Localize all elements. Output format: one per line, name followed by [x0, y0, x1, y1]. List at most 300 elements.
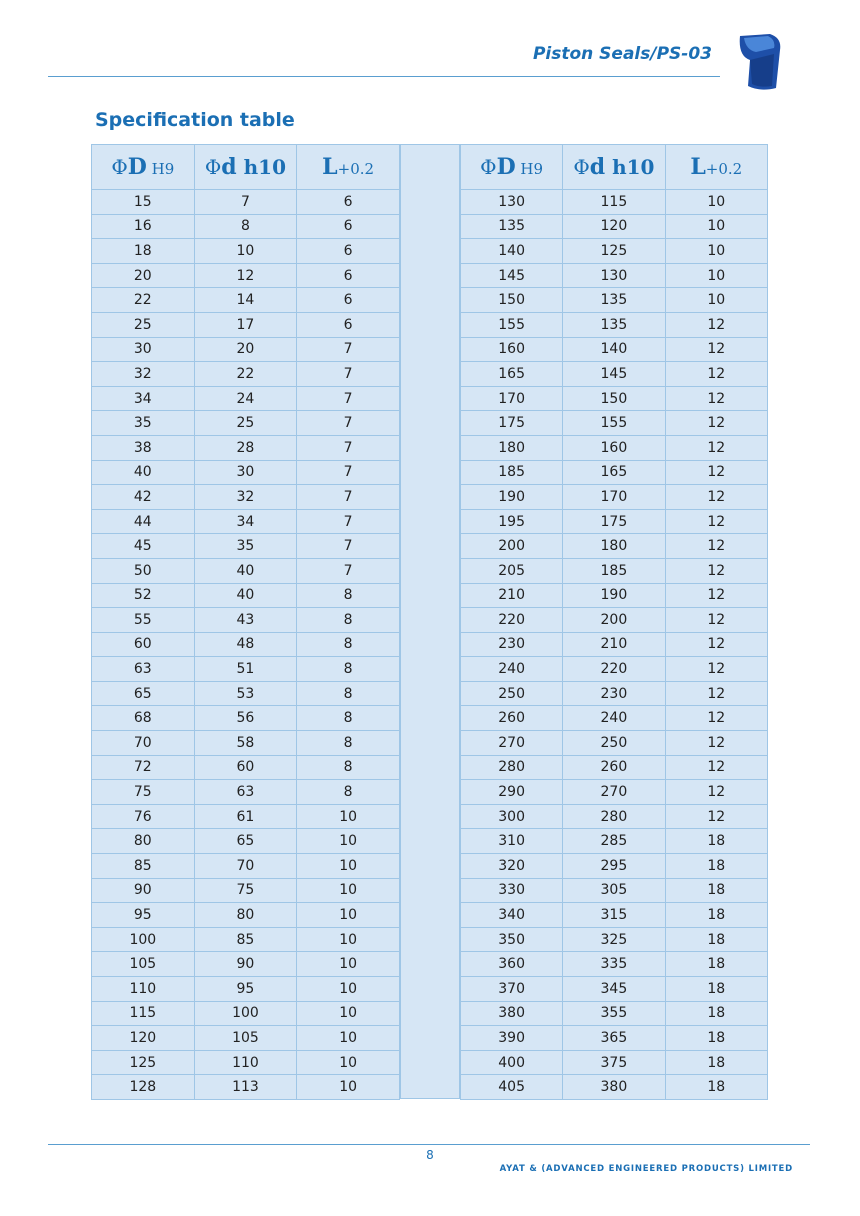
table-cell: 40	[92, 460, 195, 485]
table-cell: 8	[297, 731, 400, 756]
table-cell: 72	[92, 755, 195, 780]
table-cell: 365	[563, 1026, 665, 1051]
table-cell: 95	[92, 903, 195, 928]
table-cell: 12	[665, 804, 767, 829]
table-cell: 10	[297, 1050, 400, 1075]
table-cell: 128	[92, 1075, 195, 1100]
table-cell: 12	[665, 386, 767, 411]
table-row	[92, 1026, 400, 1051]
table-cell: 210	[563, 632, 665, 657]
table-row	[92, 657, 400, 682]
table-row	[461, 1026, 768, 1051]
table-cell: 76	[92, 804, 195, 829]
table-cell: 12	[665, 681, 767, 706]
table-cell: 10	[297, 977, 400, 1002]
table-cell: 45	[92, 534, 195, 559]
table-row	[461, 386, 768, 411]
table-cell: 18	[665, 854, 767, 879]
spec-table-left	[91, 144, 400, 1100]
table-cell: 18	[665, 952, 767, 977]
phi-symbol: Φ	[573, 155, 590, 179]
table-cell: 190	[461, 485, 563, 510]
table-cell: 10	[297, 804, 400, 829]
table-row	[92, 977, 400, 1002]
header-divider	[48, 76, 720, 77]
table-cell: 34	[194, 509, 297, 534]
table-row	[92, 485, 400, 510]
table-cell: 30	[92, 337, 195, 362]
table-cell: 55	[92, 608, 195, 633]
table-cell: 7	[297, 509, 400, 534]
phi-symbol: Φ	[204, 155, 222, 179]
table-cell: 165	[461, 362, 563, 387]
table-cell: 58	[194, 731, 297, 756]
column-header	[297, 145, 400, 190]
table-cell: 60	[194, 755, 297, 780]
table-cell: 52	[92, 583, 195, 608]
table-gap	[400, 144, 460, 1099]
table-cell: 70	[194, 854, 297, 879]
table-cell: 170	[461, 386, 563, 411]
table-cell: 38	[92, 435, 195, 460]
table-cell: 12	[665, 706, 767, 731]
footer-divider	[48, 1144, 810, 1145]
table-row	[92, 1001, 400, 1026]
column-symbol: L	[322, 154, 338, 180]
table-row	[92, 952, 400, 977]
table-cell: 12	[665, 632, 767, 657]
table-cell: 295	[563, 854, 665, 879]
table-row	[461, 878, 768, 903]
table-cell: 8	[297, 657, 400, 682]
column-tolerance: h10	[236, 155, 286, 179]
table-cell: 12	[665, 337, 767, 362]
table-cell: 160	[563, 435, 665, 460]
table-cell: 100	[92, 927, 195, 952]
table-cell: 185	[461, 460, 563, 485]
table-cell: 12	[194, 263, 297, 288]
table-cell: 18	[665, 878, 767, 903]
table-row	[461, 288, 768, 313]
table-cell: 15	[92, 190, 195, 215]
table-cell: 380	[461, 1001, 563, 1026]
table-cell: 360	[461, 952, 563, 977]
table-cell: 10	[194, 239, 297, 264]
table-row	[92, 829, 400, 854]
table-cell: 7	[297, 460, 400, 485]
table-cell: 51	[194, 657, 297, 682]
table-cell: 8	[297, 583, 400, 608]
table-cell: 48	[194, 632, 297, 657]
table-cell: 355	[563, 1001, 665, 1026]
table-cell: 8	[297, 608, 400, 633]
table-cell: 80	[92, 829, 195, 854]
table-cell: 310	[461, 829, 563, 854]
table-cell: 12	[665, 755, 767, 780]
table-row	[92, 854, 400, 879]
table-cell: 63	[194, 780, 297, 805]
table-cell: 8	[297, 755, 400, 780]
table-cell: 40	[194, 583, 297, 608]
column-tolerance: h10	[605, 155, 655, 179]
table-row	[92, 435, 400, 460]
section-title: Specification table	[95, 109, 295, 131]
column-tolerance: H9	[515, 160, 544, 178]
table-cell: 150	[563, 386, 665, 411]
table-row	[92, 780, 400, 805]
table-row	[461, 632, 768, 657]
column-header	[563, 145, 665, 190]
table-cell: 285	[563, 829, 665, 854]
table-cell: 25	[194, 411, 297, 436]
table-cell: 18	[665, 977, 767, 1002]
phi-symbol: Φ	[480, 155, 497, 179]
table-cell: 10	[297, 878, 400, 903]
table-cell: 12	[665, 509, 767, 534]
table-cell: 120	[92, 1026, 195, 1051]
column-symbol: D	[496, 154, 516, 180]
table-cell: 28	[194, 435, 297, 460]
table-row	[92, 337, 400, 362]
table-cell: 7	[297, 362, 400, 387]
table-cell: 32	[194, 485, 297, 510]
table-cell: 300	[461, 804, 563, 829]
table-cell: 155	[461, 312, 563, 337]
table-row	[92, 386, 400, 411]
table-row	[461, 337, 768, 362]
table-row	[461, 509, 768, 534]
table-cell: 110	[194, 1050, 297, 1075]
table-cell: 44	[92, 509, 195, 534]
table-cell: 290	[461, 780, 563, 805]
table-row	[461, 1050, 768, 1075]
table-cell: 280	[461, 755, 563, 780]
table-row	[92, 239, 400, 264]
table-cell: 10	[297, 854, 400, 879]
table-cell: 10	[665, 214, 767, 239]
table-cell: 105	[194, 1026, 297, 1051]
table-row	[461, 977, 768, 1002]
table-cell: 380	[563, 1075, 665, 1100]
table-cell: 270	[461, 731, 563, 756]
column-symbol: d	[589, 154, 606, 180]
table-cell: 12	[665, 558, 767, 583]
table-cell: 40	[194, 558, 297, 583]
table-row	[461, 411, 768, 436]
table-cell: 280	[563, 804, 665, 829]
spec-table-right	[460, 144, 768, 1100]
table-cell: 350	[461, 927, 563, 952]
table-row	[461, 263, 768, 288]
table-cell: 115	[92, 1001, 195, 1026]
table-cell: 8	[297, 681, 400, 706]
table-cell: 10	[297, 903, 400, 928]
table-cell: 155	[563, 411, 665, 436]
table-cell: 24	[194, 386, 297, 411]
table-cell: 12	[665, 485, 767, 510]
table-cell: 250	[563, 731, 665, 756]
column-header	[461, 145, 563, 190]
table-row	[92, 681, 400, 706]
table-row	[92, 214, 400, 239]
table-row	[461, 312, 768, 337]
table-cell: 18	[665, 829, 767, 854]
table-cell: 330	[461, 878, 563, 903]
table-cell: 53	[194, 681, 297, 706]
table-row	[92, 583, 400, 608]
page-number: 8	[426, 1148, 434, 1162]
table-row	[92, 288, 400, 313]
table-cell: 17	[194, 312, 297, 337]
column-header	[194, 145, 297, 190]
table-cell: 12	[665, 657, 767, 682]
table-cell: 18	[665, 927, 767, 952]
table-row	[92, 878, 400, 903]
table-cell: 210	[461, 583, 563, 608]
table-row	[92, 731, 400, 756]
table-row	[92, 460, 400, 485]
table-row	[461, 239, 768, 264]
table-cell: 43	[194, 608, 297, 633]
table-row	[92, 411, 400, 436]
table-cell: 18	[665, 1001, 767, 1026]
table-cell: 32	[92, 362, 195, 387]
table-cell: 175	[563, 509, 665, 534]
table-cell: 320	[461, 854, 563, 879]
table-cell: 65	[92, 681, 195, 706]
table-row	[92, 804, 400, 829]
table-cell: 6	[297, 239, 400, 264]
table-cell: 125	[563, 239, 665, 264]
table-row	[461, 485, 768, 510]
table-row	[461, 583, 768, 608]
table-cell: 135	[563, 288, 665, 313]
table-cell: 7	[297, 386, 400, 411]
table-cell: 150	[461, 288, 563, 313]
table-cell: 220	[461, 608, 563, 633]
table-cell: 35	[92, 411, 195, 436]
table-row	[461, 755, 768, 780]
table-cell: 7	[297, 435, 400, 460]
column-header	[92, 145, 195, 190]
table-row	[92, 190, 400, 215]
table-cell: 200	[563, 608, 665, 633]
table-cell: 230	[563, 681, 665, 706]
table-row	[92, 558, 400, 583]
table-cell: 113	[194, 1075, 297, 1100]
table-cell: 18	[665, 1050, 767, 1075]
header-title: Piston Seals/PS-03	[532, 44, 712, 64]
table-cell: 205	[461, 558, 563, 583]
table-cell: 10	[665, 263, 767, 288]
table-cell: 30	[194, 460, 297, 485]
table-row	[461, 1075, 768, 1100]
table-cell: 200	[461, 534, 563, 559]
table-cell: 390	[461, 1026, 563, 1051]
table-cell: 345	[563, 977, 665, 1002]
table-row	[92, 632, 400, 657]
table-row	[461, 829, 768, 854]
table-cell: 10	[665, 190, 767, 215]
table-row	[461, 558, 768, 583]
table-cell: 305	[563, 878, 665, 903]
table-row	[92, 263, 400, 288]
table-cell: 370	[461, 977, 563, 1002]
table-cell: 180	[461, 435, 563, 460]
column-tolerance: +0.2	[705, 160, 743, 178]
table-cell: 6	[297, 263, 400, 288]
table-cell: 10	[297, 1001, 400, 1026]
table-cell: 260	[461, 706, 563, 731]
table-cell: 22	[194, 362, 297, 387]
table-cell: 6	[297, 288, 400, 313]
table-row	[92, 362, 400, 387]
table-cell: 250	[461, 681, 563, 706]
table-cell: 18	[92, 239, 195, 264]
table-cell: 63	[92, 657, 195, 682]
table-cell: 100	[194, 1001, 297, 1026]
table-row	[461, 435, 768, 460]
table-row	[92, 927, 400, 952]
table-cell: 25	[92, 312, 195, 337]
table-cell: 90	[194, 952, 297, 977]
table-cell: 170	[563, 485, 665, 510]
table-cell: 12	[665, 460, 767, 485]
table-cell: 6	[297, 190, 400, 215]
table-cell: 12	[665, 312, 767, 337]
table-cell: 12	[665, 411, 767, 436]
table-row	[461, 804, 768, 829]
table-cell: 22	[92, 288, 195, 313]
table-cell: 12	[665, 435, 767, 460]
table-cell: 7	[297, 534, 400, 559]
table-cell: 140	[461, 239, 563, 264]
table-row	[461, 952, 768, 977]
table-cell: 8	[297, 706, 400, 731]
table-row	[92, 608, 400, 633]
table-cell: 10	[297, 1026, 400, 1051]
column-symbol: L	[690, 154, 706, 180]
table-row	[92, 755, 400, 780]
table-row	[92, 706, 400, 731]
phi-symbol: Φ	[111, 155, 128, 179]
table-cell: 340	[461, 903, 563, 928]
column-symbol: d	[221, 154, 237, 180]
table-cell: 195	[461, 509, 563, 534]
table-cell: 190	[563, 583, 665, 608]
table-cell: 20	[92, 263, 195, 288]
table-cell: 105	[92, 952, 195, 977]
table-cell: 140	[563, 337, 665, 362]
table-cell: 12	[665, 362, 767, 387]
table-cell: 12	[665, 608, 767, 633]
table-cell: 8	[194, 214, 297, 239]
table-cell: 180	[563, 534, 665, 559]
table-cell: 10	[665, 239, 767, 264]
table-cell: 145	[563, 362, 665, 387]
table-row	[92, 509, 400, 534]
table-row	[461, 190, 768, 215]
table-cell: 10	[297, 952, 400, 977]
table-cell: 18	[665, 903, 767, 928]
table-cell: 35	[194, 534, 297, 559]
table-row	[92, 534, 400, 559]
table-cell: 80	[194, 903, 297, 928]
table-cell: 145	[461, 263, 563, 288]
table-row	[461, 657, 768, 682]
seal-logo-icon	[730, 30, 786, 92]
header-row	[92, 145, 400, 190]
table-cell: 16	[92, 214, 195, 239]
table-row	[461, 534, 768, 559]
table-cell: 6	[297, 214, 400, 239]
table-cell: 56	[194, 706, 297, 731]
table-cell: 335	[563, 952, 665, 977]
header-row	[461, 145, 768, 190]
table-cell: 12	[665, 731, 767, 756]
table-cell: 10	[665, 288, 767, 313]
table-cell: 20	[194, 337, 297, 362]
table-cell: 10	[297, 829, 400, 854]
table-cell: 61	[194, 804, 297, 829]
table-cell: 115	[563, 190, 665, 215]
table-cell: 60	[92, 632, 195, 657]
table-cell: 50	[92, 558, 195, 583]
table-cell: 160	[461, 337, 563, 362]
table-row	[461, 362, 768, 387]
table-cell: 7	[297, 411, 400, 436]
table-row	[92, 1075, 400, 1100]
table-cell: 95	[194, 977, 297, 1002]
table-cell: 260	[563, 755, 665, 780]
table-row	[461, 460, 768, 485]
table-cell: 12	[665, 583, 767, 608]
table-row	[461, 706, 768, 731]
table-cell: 18	[665, 1075, 767, 1100]
table-row	[461, 854, 768, 879]
column-tolerance: +0.2	[337, 160, 375, 178]
table-cell: 120	[563, 214, 665, 239]
table-cell: 34	[92, 386, 195, 411]
table-cell: 230	[461, 632, 563, 657]
table-row	[92, 1050, 400, 1075]
table-cell: 42	[92, 485, 195, 510]
table-row	[92, 312, 400, 337]
table-cell: 240	[461, 657, 563, 682]
table-row	[92, 903, 400, 928]
table-cell: 240	[563, 706, 665, 731]
table-cell: 315	[563, 903, 665, 928]
column-tolerance: H9	[146, 160, 175, 178]
table-row	[461, 681, 768, 706]
table-cell: 325	[563, 927, 665, 952]
table-cell: 85	[92, 854, 195, 879]
table-cell: 85	[194, 927, 297, 952]
table-row	[461, 927, 768, 952]
table-cell: 175	[461, 411, 563, 436]
table-cell: 7	[297, 485, 400, 510]
table-row	[461, 1001, 768, 1026]
column-symbol: D	[127, 154, 147, 180]
table-cell: 165	[563, 460, 665, 485]
table-cell: 70	[92, 731, 195, 756]
table-cell: 405	[461, 1075, 563, 1100]
table-cell: 125	[92, 1050, 195, 1075]
table-cell: 270	[563, 780, 665, 805]
table-cell: 185	[563, 558, 665, 583]
table-cell: 10	[297, 1075, 400, 1100]
table-row	[461, 608, 768, 633]
